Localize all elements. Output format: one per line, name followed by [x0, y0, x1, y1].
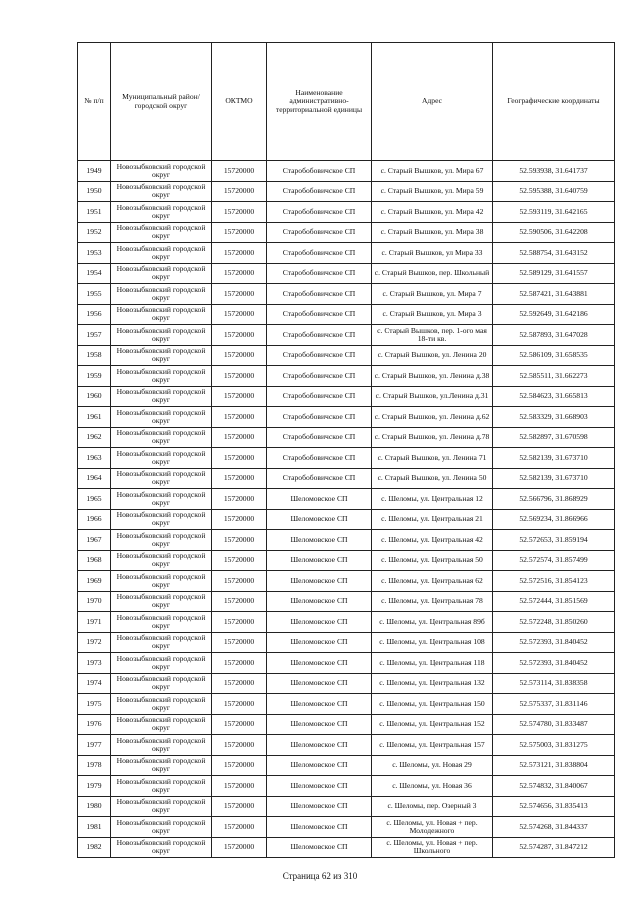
cell-oktmo: 15720000: [212, 284, 267, 305]
cell-unit: Шеломовское СП: [267, 817, 372, 838]
cell-address: с. Старый Вышков, ул. Мира 38: [372, 222, 493, 243]
cell-unit: Шеломовское СП: [267, 694, 372, 715]
cell-num: 1982: [78, 837, 111, 858]
cell-municipality: Новозыбковский городской округ: [111, 837, 212, 858]
cell-oktmo: 15720000: [212, 407, 267, 428]
cell-oktmo: 15720000: [212, 366, 267, 387]
cell-oktmo: 15720000: [212, 222, 267, 243]
cell-num: 1963: [78, 448, 111, 469]
cell-municipality: Новозыбковский городской округ: [111, 448, 212, 469]
cell-num: 1955: [78, 284, 111, 305]
cell-municipality: Новозыбковский городской округ: [111, 366, 212, 387]
cell-municipality: Новозыбковский городской округ: [111, 796, 212, 817]
cell-address: с. Старый Вышков, ул. Ленина д.78: [372, 427, 493, 448]
cell-address: с. Шеломы, ул. Центральная 118: [372, 653, 493, 674]
cell-num: 1962: [78, 427, 111, 448]
cell-address: с. Шеломы, ул. Новая 29: [372, 755, 493, 776]
cell-oktmo: 15720000: [212, 735, 267, 756]
cell-coords: 52.587893, 31.647028: [493, 325, 615, 346]
cell-num: 1951: [78, 202, 111, 223]
header-unit: Наименование административно-территориальной единицы: [267, 43, 372, 161]
cell-oktmo: 15720000: [212, 817, 267, 838]
cell-oktmo: 15720000: [212, 468, 267, 489]
cell-address: с. Шеломы, ул. Новая 36: [372, 776, 493, 797]
cell-oktmo: 15720000: [212, 755, 267, 776]
cell-oktmo: 15720000: [212, 427, 267, 448]
cell-municipality: Новозыбковский городской округ: [111, 653, 212, 674]
cell-coords: 52.572516, 31.854123: [493, 571, 615, 592]
cell-coords: 52.574832, 31.840067: [493, 776, 615, 797]
cell-num: 1958: [78, 345, 111, 366]
header-address: Адрес: [372, 43, 493, 161]
cell-oktmo: 15720000: [212, 673, 267, 694]
cell-oktmo: 15720000: [212, 386, 267, 407]
cell-unit: Шеломовское СП: [267, 755, 372, 776]
cell-coords: 52.573121, 31.838804: [493, 755, 615, 776]
cell-coords: 52.572653, 31.859194: [493, 530, 615, 551]
cell-coords: 52.574287, 31.847212: [493, 837, 615, 858]
cell-coords: 52.595388, 31.640759: [493, 181, 615, 202]
cell-unit: Старобобовичское СП: [267, 284, 372, 305]
table-row: [78, 222, 615, 243]
table-row: [78, 448, 615, 469]
cell-coords: 52.586109, 31.658535: [493, 345, 615, 366]
cell-address: с. Шеломы, ул. Центральная 21: [372, 509, 493, 530]
cell-unit: Старобобовичское СП: [267, 345, 372, 366]
header-num: № п/п: [78, 43, 111, 161]
cell-oktmo: 15720000: [212, 181, 267, 202]
table-row: [78, 202, 615, 223]
cell-address: с. Старый Вышков, ул. Мира 42: [372, 202, 493, 223]
cell-unit: Шеломовское СП: [267, 571, 372, 592]
cell-num: 1956: [78, 304, 111, 325]
cell-municipality: Новозыбковский городской округ: [111, 509, 212, 530]
cell-oktmo: 15720000: [212, 202, 267, 223]
cell-address: с. Шеломы, ул. Центральная 108: [372, 632, 493, 653]
cell-num: 1969: [78, 571, 111, 592]
cell-coords: 52.592649, 31.642186: [493, 304, 615, 325]
cell-unit: Старобобовичское СП: [267, 202, 372, 223]
cell-unit: Старобобовичское СП: [267, 386, 372, 407]
cell-address: с. Шеломы, ул. Новая + пер. Молодежного: [372, 817, 493, 838]
registry-table: [77, 42, 615, 858]
table-row: [78, 571, 615, 592]
table-row: [78, 755, 615, 776]
table-row: [78, 673, 615, 694]
cell-unit: Шеломовское СП: [267, 550, 372, 571]
cell-address: с. Шеломы, пер. Озерный 3: [372, 796, 493, 817]
cell-oktmo: 15720000: [212, 776, 267, 797]
table-row: [78, 550, 615, 571]
cell-num: 1966: [78, 509, 111, 530]
cell-num: 1952: [78, 222, 111, 243]
cell-address: с. Шеломы, ул. Центральная 132: [372, 673, 493, 694]
table-row: [78, 530, 615, 551]
table-row: [78, 612, 615, 633]
cell-unit: Старобобовичское СП: [267, 304, 372, 325]
cell-address: с. Старый Вышков, ул. Мира 3: [372, 304, 493, 325]
cell-address: с. Старый Вышков, ул. Ленина д.38: [372, 366, 493, 387]
cell-address: с. Шеломы, ул. Центральная 62: [372, 571, 493, 592]
cell-address: с. Шеломы, ул. Новая + пер. Школьного: [372, 837, 493, 858]
cell-municipality: Новозыбковский городской округ: [111, 571, 212, 592]
cell-num: 1977: [78, 735, 111, 756]
table-row: [78, 345, 615, 366]
cell-coords: 52.590506, 31.642208: [493, 222, 615, 243]
cell-address: с. Старый Вышков, пер. Школьный: [372, 263, 493, 284]
cell-municipality: Новозыбковский городской округ: [111, 325, 212, 346]
cell-oktmo: 15720000: [212, 489, 267, 510]
cell-unit: Шеломовское СП: [267, 796, 372, 817]
cell-address: с. Старый Вышков, ул. Мира 7: [372, 284, 493, 305]
cell-unit: Старобобовичское СП: [267, 468, 372, 489]
cell-unit: Шеломовское СП: [267, 591, 372, 612]
cell-oktmo: 15720000: [212, 694, 267, 715]
table-row: [78, 161, 615, 182]
cell-oktmo: 15720000: [212, 714, 267, 735]
table-row: [78, 386, 615, 407]
cell-address: с. Шеломы, ул. Центральная 50: [372, 550, 493, 571]
table-row: [78, 468, 615, 489]
cell-municipality: Новозыбковский городской округ: [111, 161, 212, 182]
table-row: [78, 243, 615, 264]
cell-unit: Старобобовичское СП: [267, 448, 372, 469]
table-row: [78, 427, 615, 448]
cell-unit: Шеломовское СП: [267, 776, 372, 797]
cell-num: 1979: [78, 776, 111, 797]
cell-coords: 52.574780, 31.833487: [493, 714, 615, 735]
cell-unit: Старобобовичское СП: [267, 325, 372, 346]
cell-municipality: Новозыбковский городской округ: [111, 776, 212, 797]
cell-municipality: Новозыбковский городской округ: [111, 632, 212, 653]
cell-coords: 52.569234, 31.866966: [493, 509, 615, 530]
cell-coords: 52.572393, 31.840452: [493, 632, 615, 653]
cell-oktmo: 15720000: [212, 263, 267, 284]
cell-coords: 52.582139, 31.673710: [493, 448, 615, 469]
cell-num: 1971: [78, 612, 111, 633]
table-row: [78, 263, 615, 284]
cell-oktmo: 15720000: [212, 530, 267, 551]
cell-num: 1957: [78, 325, 111, 346]
cell-unit: Шеломовское СП: [267, 509, 372, 530]
table-row: [78, 591, 615, 612]
cell-address: с. Старый Вышков, ул. Ленина 20: [372, 345, 493, 366]
table-row: [78, 407, 615, 428]
cell-oktmo: 15720000: [212, 796, 267, 817]
cell-coords: 52.572393, 31.840452: [493, 653, 615, 674]
cell-municipality: Новозыбковский городской округ: [111, 304, 212, 325]
cell-municipality: Новозыбковский городской округ: [111, 202, 212, 223]
cell-municipality: Новозыбковский городской округ: [111, 530, 212, 551]
cell-oktmo: 15720000: [212, 632, 267, 653]
cell-num: 1959: [78, 366, 111, 387]
cell-oktmo: 15720000: [212, 345, 267, 366]
cell-oktmo: 15720000: [212, 325, 267, 346]
cell-unit: Старобобовичское СП: [267, 243, 372, 264]
cell-num: 1980: [78, 796, 111, 817]
cell-oktmo: 15720000: [212, 509, 267, 530]
cell-coords: 52.587421, 31.643881: [493, 284, 615, 305]
cell-municipality: Новозыбковский городской округ: [111, 243, 212, 264]
cell-address: с. Шеломы, ул. Центральная 157: [372, 735, 493, 756]
cell-address: с. Старый Вышков, пер. 1-ого мая 18-ти кв.: [372, 325, 493, 346]
cell-address: с. Старый Вышков, ул. Мира 67: [372, 161, 493, 182]
cell-unit: Шеломовское СП: [267, 837, 372, 858]
cell-municipality: Новозыбковский городской округ: [111, 345, 212, 366]
cell-num: 1967: [78, 530, 111, 551]
cell-num: 1973: [78, 653, 111, 674]
table-row: [78, 284, 615, 305]
cell-coords: 52.575003, 31.831275: [493, 735, 615, 756]
table-row: [78, 694, 615, 715]
cell-coords: 52.589129, 31.641557: [493, 263, 615, 284]
cell-unit: Старобобовичское СП: [267, 366, 372, 387]
table-row: [78, 304, 615, 325]
table-row: [78, 632, 615, 653]
cell-coords: 52.593119, 31.642165: [493, 202, 615, 223]
cell-unit: Шеломовское СП: [267, 632, 372, 653]
header-municipality: Муниципальный район/городской округ: [111, 43, 212, 161]
cell-municipality: Новозыбковский городской округ: [111, 550, 212, 571]
cell-address: с. Шеломы, ул. Центральная 78: [372, 591, 493, 612]
cell-coords: 52.574268, 31.844337: [493, 817, 615, 838]
cell-num: 1981: [78, 817, 111, 838]
cell-municipality: Новозыбковский городской округ: [111, 714, 212, 735]
cell-num: 1960: [78, 386, 111, 407]
header-oktmo: ОКТМО: [212, 43, 267, 161]
cell-num: 1961: [78, 407, 111, 428]
cell-address: с. Старый Вышков, ул. Ленина 50: [372, 468, 493, 489]
cell-num: 1974: [78, 673, 111, 694]
cell-address: с. Старый Вышков, ул. Мира 59: [372, 181, 493, 202]
table-row: [78, 817, 615, 838]
cell-municipality: Новозыбковский городской округ: [111, 489, 212, 510]
table-row: [78, 181, 615, 202]
table-row: [78, 489, 615, 510]
cell-oktmo: 15720000: [212, 161, 267, 182]
cell-unit: Старобобовичское СП: [267, 427, 372, 448]
cell-address: с. Шеломы, ул. Центральная 42: [372, 530, 493, 551]
table-row: [78, 325, 615, 346]
cell-address: с. Старый Вышков, ул. Ленина д.62: [372, 407, 493, 428]
cell-coords: 52.566796, 31.868929: [493, 489, 615, 510]
cell-coords: 52.572444, 31.851569: [493, 591, 615, 612]
cell-num: 1976: [78, 714, 111, 735]
cell-municipality: Новозыбковский городской округ: [111, 407, 212, 428]
cell-address: с. Шеломы, ул. Центральная 89б: [372, 612, 493, 633]
cell-num: 1970: [78, 591, 111, 612]
cell-municipality: Новозыбковский городской округ: [111, 386, 212, 407]
cell-num: 1964: [78, 468, 111, 489]
cell-municipality: Новозыбковский городской округ: [111, 612, 212, 633]
cell-num: 1978: [78, 755, 111, 776]
table-row: [78, 776, 615, 797]
cell-num: 1975: [78, 694, 111, 715]
cell-num: 1965: [78, 489, 111, 510]
cell-oktmo: 15720000: [212, 571, 267, 592]
cell-unit: Старобобовичское СП: [267, 161, 372, 182]
cell-municipality: Новозыбковский городской округ: [111, 427, 212, 448]
page-footer: Страница 62 из 310: [282, 871, 358, 881]
cell-coords: 52.573114, 31.838358: [493, 673, 615, 694]
cell-unit: Старобобовичское СП: [267, 407, 372, 428]
table-row: [78, 653, 615, 674]
cell-municipality: Новозыбковский городской округ: [111, 222, 212, 243]
cell-address: с. Старый Вышков, ул. Ленина 71: [372, 448, 493, 469]
cell-unit: Шеломовское СП: [267, 714, 372, 735]
cell-coords: 52.582897, 31.670598: [493, 427, 615, 448]
cell-municipality: Новозыбковский городской округ: [111, 755, 212, 776]
cell-num: 1953: [78, 243, 111, 264]
cell-municipality: Новозыбковский городской округ: [111, 284, 212, 305]
header-coords: Географические координаты: [493, 43, 615, 161]
table-row: [78, 366, 615, 387]
cell-coords: 52.584623, 31.665813: [493, 386, 615, 407]
cell-municipality: Новозыбковский городской округ: [111, 817, 212, 838]
cell-address: с. Шеломы, ул. Центральная 152: [372, 714, 493, 735]
cell-address: с. Шеломы, ул. Центральная 150: [372, 694, 493, 715]
cell-oktmo: 15720000: [212, 612, 267, 633]
table-row: [78, 509, 615, 530]
cell-coords: 52.572574, 31.857499: [493, 550, 615, 571]
cell-municipality: Новозыбковский городской округ: [111, 263, 212, 284]
cell-address: с. Старый Вышков, ул.Ленина д.31: [372, 386, 493, 407]
cell-oktmo: 15720000: [212, 591, 267, 612]
cell-num: 1950: [78, 181, 111, 202]
cell-unit: Старобобовичское СП: [267, 263, 372, 284]
cell-coords: 52.588754, 31.643152: [493, 243, 615, 264]
cell-oktmo: 15720000: [212, 837, 267, 858]
cell-unit: Старобобовичское СП: [267, 222, 372, 243]
cell-unit: Шеломовское СП: [267, 612, 372, 633]
cell-coords: 52.583329, 31.668903: [493, 407, 615, 428]
cell-coords: 52.574656, 31.835413: [493, 796, 615, 817]
cell-unit: Шеломовское СП: [267, 673, 372, 694]
cell-num: 1968: [78, 550, 111, 571]
cell-address: с. Старый Вышков, ул Мира 33: [372, 243, 493, 264]
cell-coords: 52.585511, 31.662273: [493, 366, 615, 387]
cell-num: 1949: [78, 161, 111, 182]
cell-oktmo: 15720000: [212, 304, 267, 325]
cell-unit: Шеломовское СП: [267, 735, 372, 756]
cell-unit: Шеломовское СП: [267, 530, 372, 551]
table-row: [78, 837, 615, 858]
cell-coords: 52.572248, 31.850260: [493, 612, 615, 633]
cell-municipality: Новозыбковский городской округ: [111, 673, 212, 694]
cell-municipality: Новозыбковский городской округ: [111, 181, 212, 202]
table-row: [78, 735, 615, 756]
header-row: [78, 43, 615, 161]
cell-oktmo: 15720000: [212, 550, 267, 571]
cell-coords: 52.582139, 31.673710: [493, 468, 615, 489]
cell-unit: Шеломовское СП: [267, 653, 372, 674]
table-row: [78, 714, 615, 735]
table-header: [78, 43, 615, 161]
cell-address: с. Шеломы, ул. Центральная 12: [372, 489, 493, 510]
table-row: [78, 796, 615, 817]
cell-num: 1954: [78, 263, 111, 284]
cell-municipality: Новозыбковский городской округ: [111, 735, 212, 756]
cell-unit: Шеломовское СП: [267, 489, 372, 510]
cell-municipality: Новозыбковский городской округ: [111, 468, 212, 489]
cell-coords: 52.593938, 31.641737: [493, 161, 615, 182]
cell-municipality: Новозыбковский городской округ: [111, 591, 212, 612]
cell-oktmo: 15720000: [212, 448, 267, 469]
cell-oktmo: 15720000: [212, 243, 267, 264]
cell-municipality: Новозыбковский городской округ: [111, 694, 212, 715]
cell-num: 1972: [78, 632, 111, 653]
cell-unit: Старобобовичское СП: [267, 181, 372, 202]
cell-coords: 52.575337, 31.831146: [493, 694, 615, 715]
cell-oktmo: 15720000: [212, 653, 267, 674]
table-body: [78, 161, 615, 858]
